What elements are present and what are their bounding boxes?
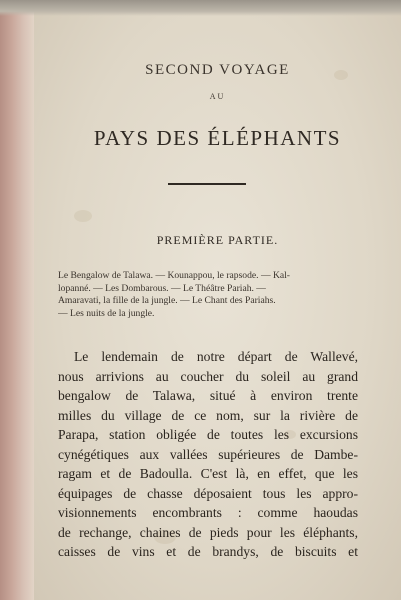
body-paragraph (58, 347, 358, 562)
body-line: équipages de chasse déposaient tous les appro- (58, 485, 358, 501)
summary-line: — Les nuits de la jungle. (58, 307, 155, 319)
summary-line: Amaravati, la fille de la jungle. — Le Chant des Pariahs. (58, 295, 276, 307)
body-line: cynégétiques aux vallées supérieures de Dambe- (58, 446, 358, 462)
body-line: Parapa, station obligée de toutes les excursions (58, 427, 358, 442)
body-line: Le lendemain de notre départ de Wallevé, (74, 349, 358, 364)
title-pays-des-elephants: PAYS DES ÉLÉPHANTS (93, 126, 342, 150)
page-top-edge (0, 0, 401, 16)
body-line: nous arrivions au coucher du soleil au grand (58, 368, 358, 384)
book-spine (0, 0, 34, 600)
chapter-summary (58, 270, 364, 320)
body-line: ragam et de Badoulla. C'est là, en effet, que les (58, 466, 358, 481)
title-second-voyage: SECOND VOYAGE (145, 62, 290, 78)
summary-line: Le Bengalow de Talawa. — Kounappou, le rapsode. — Kal- (58, 270, 290, 281)
body-line: visionnements encombrants : comme haoudas (58, 505, 358, 520)
part-title: PREMIÈRE PARTIE. (156, 233, 279, 247)
body-line: caisses de vins et de brandys, de biscuits et (58, 544, 358, 559)
title-au: AU (209, 92, 226, 101)
body-line: de rechange, chaines de pieds pour les éléphants, (58, 524, 358, 540)
summary-line: lopanné. — Les Dombarous. — Le Théâtre Pariah. — (58, 282, 266, 294)
body-line: milles du village de ce nom, sur la rivière de (58, 407, 358, 423)
foxing-spot (74, 210, 92, 222)
title-rule (168, 183, 246, 185)
body-line: bengalow de Talawa, situé à environ trente (58, 388, 358, 403)
